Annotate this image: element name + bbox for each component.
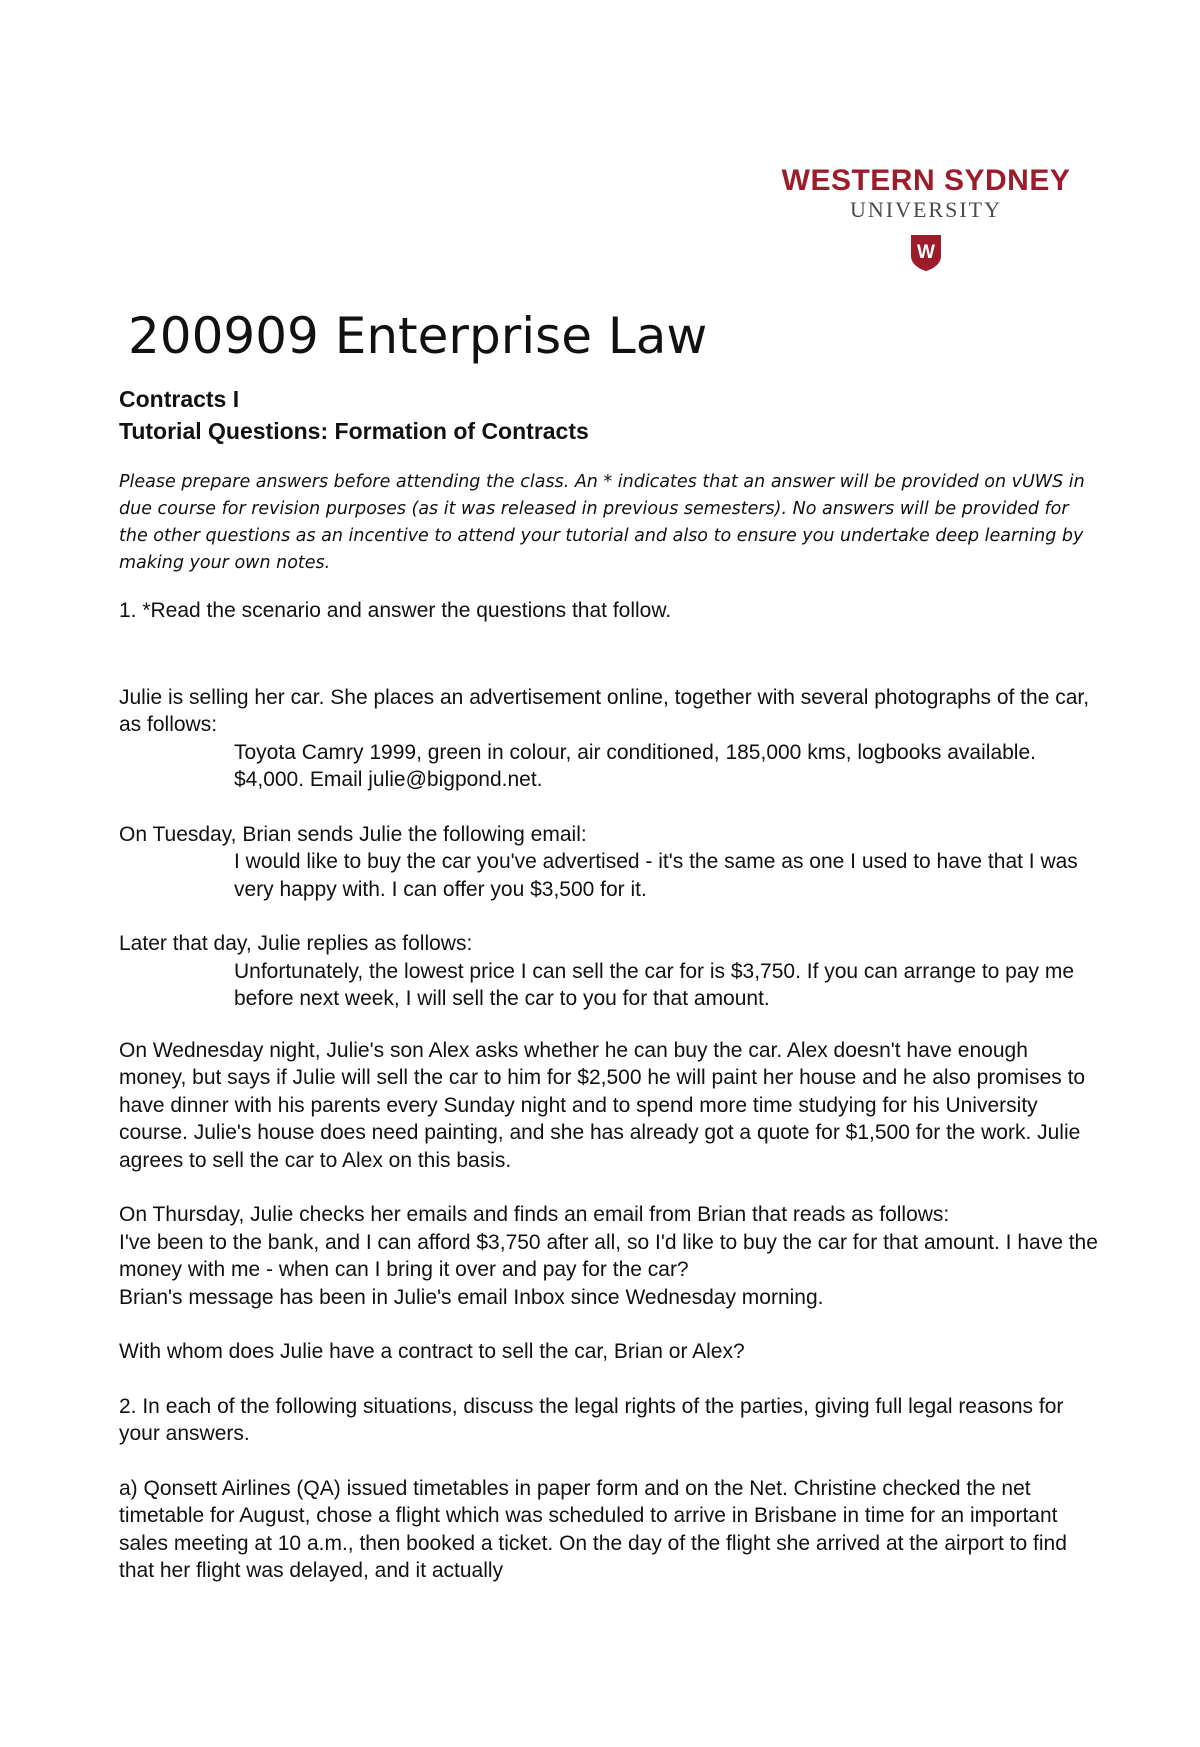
university-logo: [776, 164, 1076, 272]
logo-name: WESTERN SYDNEY: [781, 164, 1071, 197]
question-1-prompt: With whom does Julie have a contract to sell the car, Brian or Alex?: [119, 1340, 745, 1363]
question-2-heading: 2. In each of the following situations, discuss the legal rights of the parties, giving full legal reasons for your answers.: [119, 1394, 1064, 1445]
logo-subtitle: UNIVERSITY: [850, 197, 1002, 222]
section-heading-1: Contracts I: [119, 386, 240, 412]
scenario-paragraph: Later that day, Julie replies as follows:: [119, 932, 473, 955]
scenario-paragraph: Julie is selling her car. She places an advertisement online, together with several photographs of the car, as follows:: [119, 685, 1090, 736]
question-2-part-a: a) Qonsett Airlines (QA) issued timetables in paper form and on the Net. Christine checked the net timetable for August, chose a flight which was scheduled to arrive in Brisbane in time for an important sales meeting at 10 a.m., then booked a ticket. On the day of the flight she arrived at the airport to find that her flight was delayed, and it actually: [119, 1476, 1067, 1582]
brian-email-quote-2: I've been to the bank, and I can afford $3,750 after all, so I'd like to buy the car for that amount. I have the money with me - when can I bring it over and pay for the car?: [119, 1230, 1098, 1281]
question-1-heading: 1. *Read the scenario and answer the questions that follow.: [119, 599, 672, 622]
shield-letter: W: [917, 242, 935, 263]
document-body: [119, 383, 1099, 1585]
julie-reply-quote: Unfortunately, the lowest price I can sell the car for is $3,750. If you can arrange to pay me before next week, I will sell the car to you for that amount.: [234, 959, 1075, 1010]
section-heading-2: Tutorial Questions: Formation of Contracts: [119, 418, 589, 444]
scenario-paragraph: On Thursday, Julie checks her emails and finds an email from Brian that reads as follows:: [119, 1203, 950, 1226]
scenario-paragraph: Brian's message has been in Julie's email Inbox since Wednesday morning.: [119, 1285, 824, 1309]
advertisement-quote: Toyota Camry 1999, green in colour, air conditioned, 185,000 kms, logbooks available. $4,000. Email julie@bigpond.net.: [234, 740, 1036, 791]
scenario-paragraph: On Tuesday, Brian sends Julie the following email:: [119, 822, 587, 846]
intro-instructions: Please prepare answers before attending the class. An * indicates that an answer will be provided on vUWS in due course for revision purposes (as it was released in previous semesters). No answers will be provided for the other questions as an incentive to attend your tutorial and also to ensure you undertake deep learning by making your own notes.: [119, 472, 1085, 573]
brian-email-quote: I would like to buy the car you've advertised - it's the same as one I used to have that I was very happy with. I can offer you $3,500 for it.: [234, 850, 1078, 901]
document-title: 200909 Enterprise Law: [128, 307, 708, 365]
shield-icon: [910, 234, 942, 272]
scenario-paragraph: On Wednesday night, Julie's son Alex asks whether he can buy the car. Alex doesn't have enough money, but says if Julie will sell the car to him for $2,500 he will paint her house and he also promises to have dinner with his parents every Sunday night and to spend more time studying for his University course. Julie's house does need painting, and she has already got a quote for $1,500 for the work. Julie agrees to sell the car to Alex on this basis.: [119, 1038, 1086, 1172]
